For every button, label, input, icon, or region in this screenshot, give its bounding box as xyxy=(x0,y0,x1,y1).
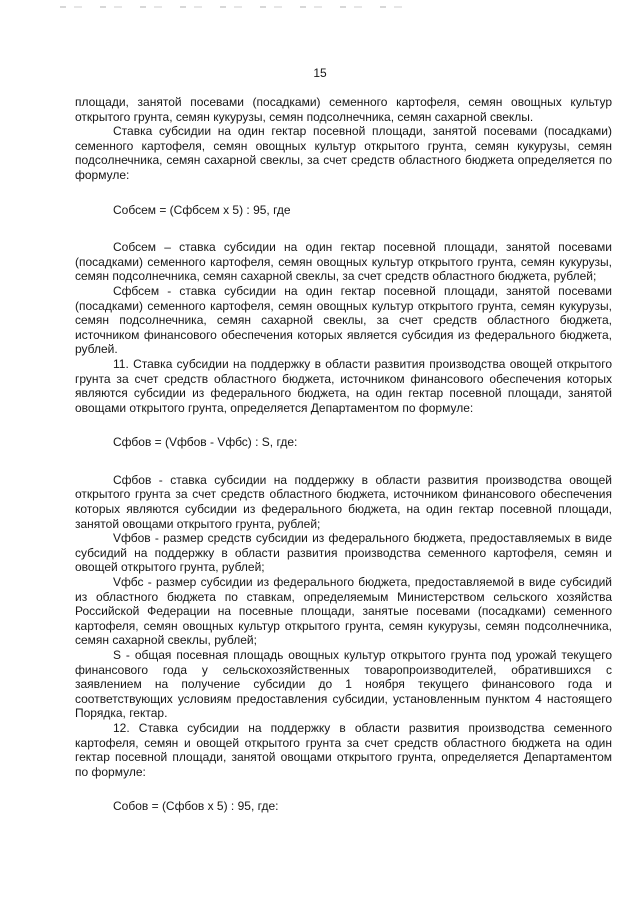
document-body xyxy=(75,95,612,814)
definition-sfbsem: Сфбсем - ставка субсидии на один гектар посевной площади, занятой посевами (посадками) семенного картофеля, семян овощных культур открытого грунта, семян кукурузы, семян подсолнечника, семян сахарной свеклы, за счет средств областного бюджета, источником финансового обеспечения которых является субсидия из федерального бюджета, рублей. xyxy=(75,283,612,357)
clause-11: 11. Ставка субсидии на поддержку в области развития производства овощей открытого грунта за счет средств областного бюджета, источником финансового обеспечения которых являются субсидии из федерального бюджета, на один гектар посевной площади, занятой овощами открытого грунта, определяется Департаментом по формуле: xyxy=(75,356,612,415)
page-number: 15 xyxy=(313,66,327,80)
formula-sobov: Собов = (Сфбов х 5) : 95, где: xyxy=(113,799,279,814)
definition-sfbov: Сфбов - ставка субсидии на поддержку в области развития производства овощей открытого грунта за счет средств областного бюджета, источником финансового обеспечения которых являются субсидии из федерального бюджета, на один гектар посевной площади, занятой овощами открытого грунта, рублей; xyxy=(75,472,612,531)
scan-artifact xyxy=(60,6,420,8)
paragraph-rate-definition: Ставка субсидии на один гектар посевной площади, занятой посевами (посадками) семенного картофеля, семян овощных культур открытого грунта, семян кукурузы, семян подсолнечника, семян сахарной свеклы, за счет средств областного бюджета определяется по формуле: xyxy=(75,124,612,182)
definition-s: S - общая посевная площадь овощных культур открытого грунта под урожай текущего финансового года у сельскохозяйственных товаропроизводителей, обратившихся с заявлением на получение субсидии до 1 ноября текущего финансового года и соответствующих условиям предоставления субсидии, установленным пунктом 4 настоящего Порядка, гектар. xyxy=(75,648,612,721)
formula-sfbov: Сфбов = (Vфбов - Vфбс) : S, где: xyxy=(113,435,298,450)
formula-sobsem: Собсем = (Сфбсем х 5) : 95, где xyxy=(113,202,291,217)
definition-vfbs: Vфбс - размер субсидии из федерального бюджета, предоставляемой в виде субсидий из областного бюджета по ставкам, определяемым Министерством сельского хозяйства Российской Федерации на посевные площади, занятые посевами (посадками) семенного картофеля, семян овощных культур открытого грунта, семян кукурузы, семян подсолнечника, семян сахарной свеклы, рублей; xyxy=(75,575,612,648)
definition-vfbov: Vфбов - размер средств субсидии из федерального бюджета, предоставляемых в виде субсидий на поддержку в области развития производства семенного картофеля, семян и овощей открытого грунта, рублей; xyxy=(75,531,612,575)
paragraph-continuation: площади, занятой посевами (посадками) семенного картофеля, семян овощных культур открытого грунта, семян кукурузы, семян подсолнечника, семян сахарной свеклы. xyxy=(75,95,612,124)
definition-sobsem: Собсем – ставка субсидии на один гектар посевной площади, занятой посевами (посадками) семенного картофеля, семян овощных культур открытого грунта, семян кукурузы, семян подсолнечника, семян сахарной свеклы, за счет средств областного бюджета, рублей; xyxy=(75,240,612,284)
clause-12: 12. Ставка субсидии на поддержку в области развития производства семенного картофеля, семян и овощей открытого грунта за счет средств областного бюджета на один гектар посевной площади, занятой овощами открытого грунта, определяется Департаментом по формуле: xyxy=(75,720,612,779)
